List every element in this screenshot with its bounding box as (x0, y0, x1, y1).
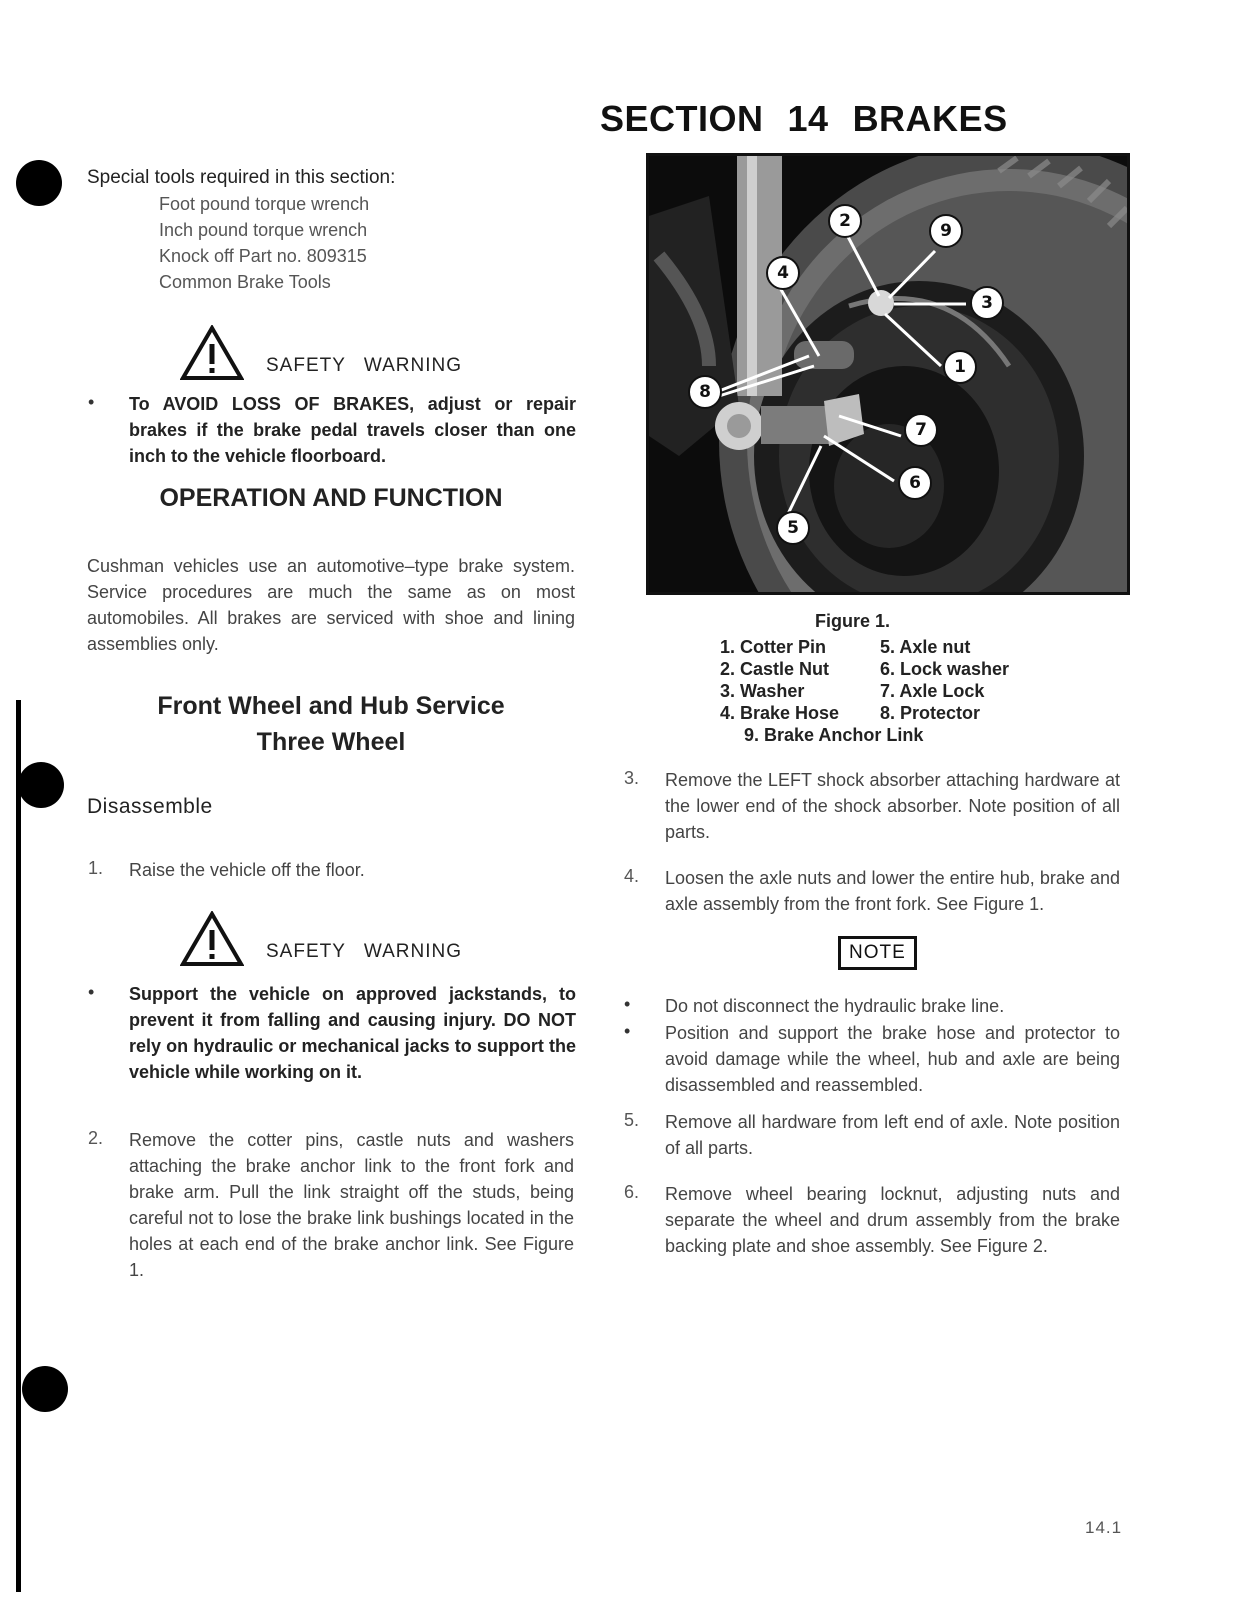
brake-assembly-image (649, 156, 1127, 592)
note-bullet: • (624, 1021, 631, 1041)
warning-text-1: To AVOID LOSS OF BRAKES, adjust or repair brakes if the brake pedal travels closer than one inch to the vehicle floorboard. (129, 394, 576, 466)
legend-item: 4. Brake Hose (720, 703, 840, 723)
step-1-text: Raise the vehicle off the floor. (129, 860, 365, 880)
note-item-2: Position and support the brake hose and protector to avoid damage while the wheel, hub and axle are being disassembled and reassembled. (665, 1023, 1120, 1095)
note-bullet: • (624, 994, 631, 1014)
tools-block (87, 165, 567, 295)
page-number: 14.1 (1085, 1518, 1123, 1537)
step-5-number: 5. (624, 1110, 640, 1130)
legend-item: 3. Washer (720, 681, 805, 701)
front-wheel-heading (88, 688, 574, 760)
note-box: NOTE (838, 936, 917, 970)
callout-2: 2 (828, 204, 862, 238)
tool-item: Inch pound torque wrench (159, 220, 368, 240)
legend-item: 6. Lock washer (880, 659, 1010, 679)
figure-1-caption (720, 608, 1040, 746)
callout-6: 6 (898, 466, 932, 500)
step-2-number: 2. (88, 1128, 104, 1148)
warning-text-2: Support the vehicle on approved jackstands, to prevent it from falling and causing injury. DO NOT rely on hydraulic or mechanical jacks to support the vehicle while working on it. (129, 984, 576, 1082)
step-2-text: Remove the cotter pins, castle nuts and washers attaching the brake anchor link to the front fork and brake arm. Pull the link straight off the studs, being careful not to lose the brake link bushings located in the holes at each end of the brake anchor link. See Figure 1. (129, 1130, 574, 1280)
step-5-text: Remove all hardware from left end of axle. Note position of all parts. (665, 1112, 1120, 1158)
section-word: SECTION (600, 98, 764, 139)
front-wheel-heading-line1: Front Wheel and Hub Service (157, 692, 505, 720)
tool-item: Common Brake Tools (159, 272, 331, 292)
legend-item: 5. Axle nut (880, 637, 971, 657)
warning-bullet: • (88, 392, 95, 412)
callout-9: 9 (929, 214, 963, 248)
legend-item: 1. Cotter Pin (720, 637, 827, 657)
callout-3: 3 (970, 286, 1004, 320)
tool-item: Foot pound torque wrench (159, 194, 370, 214)
figure-legend (720, 636, 1040, 724)
callout-4: 4 (766, 256, 800, 290)
section-number: 14 (787, 98, 829, 139)
step-1-number: 1. (88, 858, 104, 878)
tools-intro: Special tools required in this section: (87, 167, 396, 188)
safety-warning-header-1 (180, 325, 462, 381)
tool-item: Knock off Part no. 809315 (159, 246, 367, 266)
figure-1-photo (646, 153, 1130, 595)
step-6-number: 6. (624, 1182, 640, 1202)
warning-label: WARNING (363, 941, 463, 962)
section-name: BRAKES (852, 98, 1008, 139)
callout-7: 7 (904, 413, 938, 447)
step-4-number: 4. (624, 866, 640, 886)
callout-5: 5 (776, 511, 810, 545)
disassemble-heading: Disassemble (87, 795, 213, 818)
step-3-text: Remove the LEFT shock absorber attaching hardware at the lower end of the shock absorber. Note position of all parts. (665, 770, 1120, 842)
warning-label: WARNING (363, 355, 463, 376)
front-wheel-heading-line2: Three Wheel (256, 728, 406, 756)
legend-item: 7. Axle Lock (880, 681, 985, 701)
legend-item: 2. Castle Nut (720, 659, 830, 679)
safety-warning-header-2 (180, 911, 462, 967)
operation-text: Cushman vehicles use an automotive–type brake system. Service procedures are much the same as on most automobiles. All brakes are serviced with shoe and lining assemblies only. (87, 556, 575, 654)
step-4-text: Loosen the axle nuts and lower the entire hub, brake and axle assembly from the front fork. See Figure 1. (665, 868, 1120, 914)
step-3-number: 3. (624, 768, 640, 788)
punch-hole-top (16, 160, 62, 206)
warning-triangle-icon (180, 325, 244, 381)
operation-heading: OPERATION AND FUNCTION (159, 484, 503, 512)
punch-hole-bottom (22, 1366, 68, 1412)
legend-item: 8. Protector (880, 703, 981, 723)
warning-bullet: • (88, 982, 95, 1002)
section-title (600, 98, 1008, 140)
callout-8: 8 (688, 375, 722, 409)
legend-item: 9. Brake Anchor Link (744, 725, 924, 745)
callout-1: 1 (943, 350, 977, 384)
punch-hole-middle (18, 762, 64, 808)
note-item-1: Do not disconnect the hydraulic brake line. (665, 996, 1005, 1016)
warning-triangle-icon (180, 911, 244, 967)
binding-edge (16, 700, 21, 1592)
safety-label: SAFETY (266, 355, 346, 376)
step-6-text: Remove wheel bearing locknut, adjusting nuts and separate the wheel and drum assembly from the brake backing plate and shoe assembly. See Figure 2. (665, 1184, 1120, 1256)
safety-label: SAFETY (266, 941, 346, 962)
figure-title: Figure 1. (814, 611, 890, 631)
